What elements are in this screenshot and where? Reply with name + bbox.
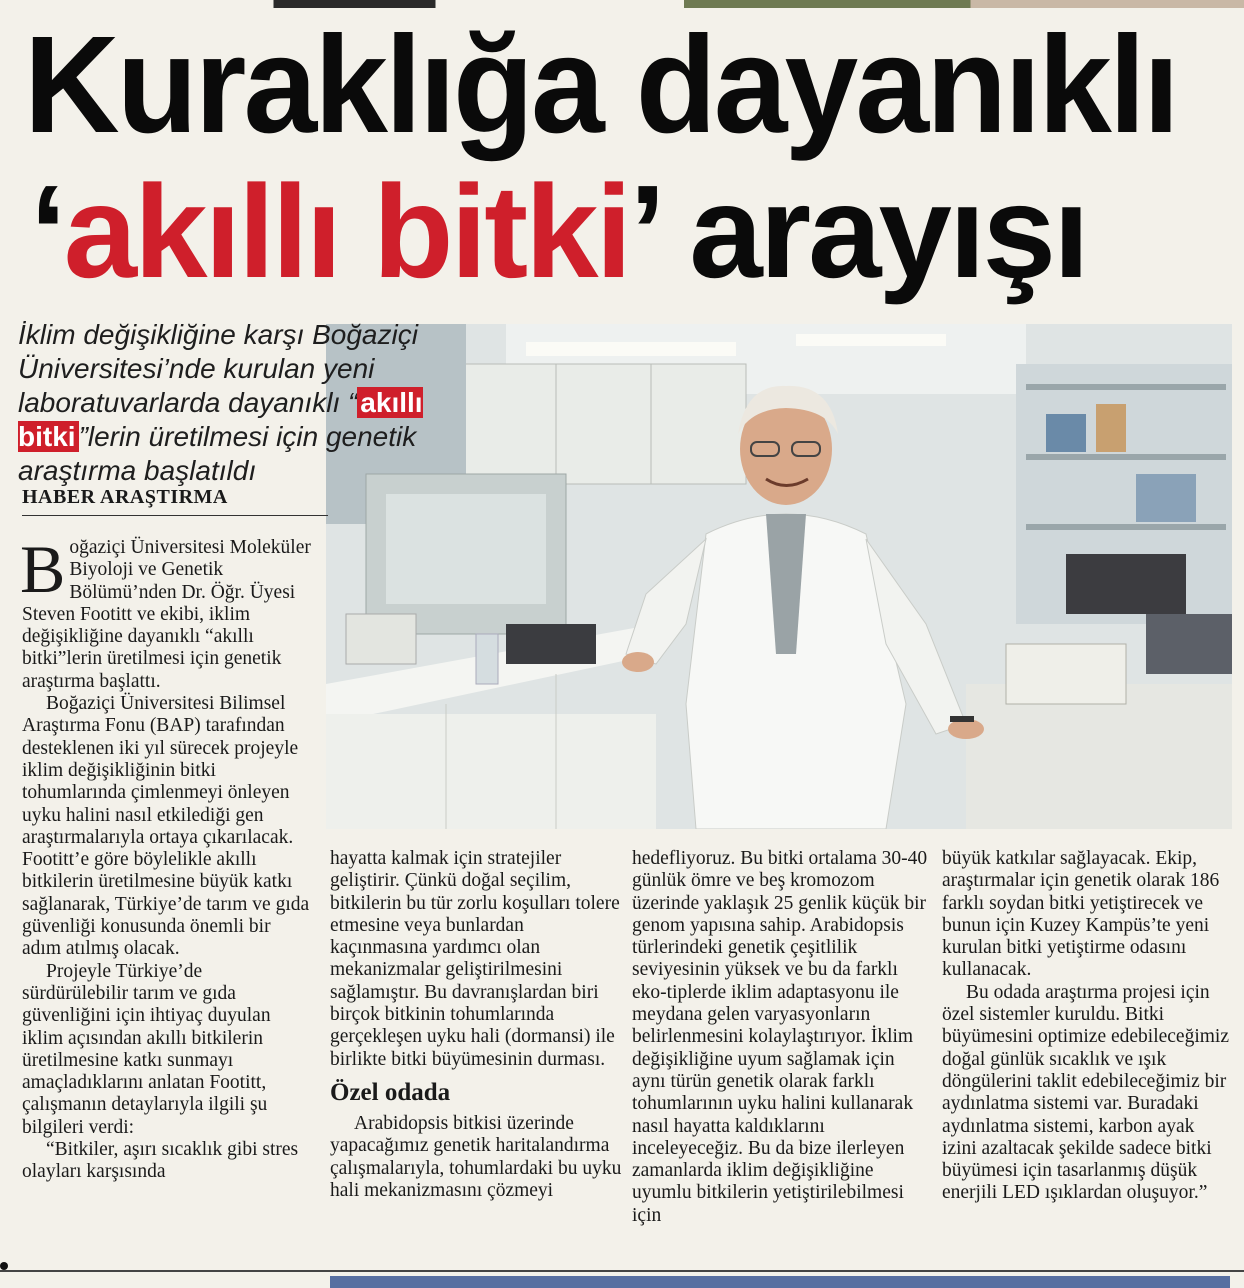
paragraph: “Bitkiler, aşırı sıcaklık gibi stres olayları karşısında (22, 1139, 299, 1183)
byline-divider (22, 515, 328, 516)
subheading: Özel odada (330, 1078, 451, 1106)
headline (24, 10, 1234, 160)
headline-tail: ’ arayışı (629, 158, 1087, 305)
paragraph: Bu odada araştırma projesi için özel sistemler kuruldu. Bitki büyümesini optimize edebileceğimiz doğal günlük sıcaklık ve ışık döngülerini taklit edebileceğimiz bir aydınlatma sistemi var. Buradaki aydınlatma sistemi, karbon ayak izini azaltacak şekilde sadece bitki büyümesi için tasarlanmış düşük enerjili LED ışıklardan oluşuyor.” (942, 981, 1229, 1204)
paragraph: hedefliyoruz. Bu bitki ortalama 30-40 günlük ömre ve beş kromozom üzerinde yaklaşık 25 genlik küçük bir genom yapısına sahip. Arabidopsis türlerindeki genetik çeşitlilik seviyesinin yüksek ve bu da farklı eko-tiplerde iklim adaptasyonu ile meydana gelen varyasyonların belirlenmesini kolaylaştırıyor. İklim değişikliğine uyum sağlamak için aynı türün genetik olarak farklı tohumlarının uyku halini kullanarak nasıl hayatta kaldıklarını inceleyeceğiz. Bu da bize ilerleyen zamanlarda iklim değişikliğine uyumlu bitkilerin yetiştirilebilmesi için (632, 848, 928, 1226)
drop-cap: B (20, 531, 66, 607)
paragraph: Arabidopsis bitkisi üzerinde yapacağımız genetik haritalandırma çalışmalarıyla, tohumlardaki bu uyku hali mekanizmasını çözmeyi (330, 1112, 622, 1201)
article-column-1 (20, 531, 312, 1184)
article-column-3 (632, 848, 930, 1227)
article-column-4 (942, 848, 1232, 1205)
lede-highlight: akıllı bitki (18, 387, 423, 452)
paragraph: hayatta kalmak için stratejiler geliştirir. Çünkü doğal seçilim, bitkilerin bu tür zorlu koşulları tolere etmesine veya bunlardan kaçınmasına yardımcı olan mekanizmalar geliştirilmesini sağlamıştır. Bu davranışlardan biri birçok bitkinin tohumlarında gerçekleşen uyku hali (dormansi) ile birlikte bitki büyümesinin durması. (330, 848, 620, 1070)
paragraph: büyük katkılar sağlayacak. Ekip, araştırmalar için genetik olarak 186 farklı soydan bitki yetiştirecek ve bunun için Kuzey Kampüs’te yeni kurulan bitki yetiştirme odasını kullanacak. (942, 848, 1220, 981)
lede (18, 318, 488, 488)
headline-line-1: Kuraklığa dayanıklı (24, 8, 1177, 162)
headline-open-quote: ‘ (30, 158, 64, 305)
page-edge-mark (0, 1262, 8, 1270)
headline-line-2 (30, 158, 1087, 305)
lede-text-end: ”lerin üretilmesi için genetik araştırma başlatıldı (18, 421, 417, 486)
bottom-divider (0, 1270, 1244, 1272)
headline-highlight: akıllı bitki (63, 158, 630, 305)
paragraph: Projeyle Türkiye’de sürdürülebilir tarım ve gıda güvenliğini için ihtiyaç duyulan iklim açısından akıllı bitkilerin üretilmesine katkı sunmayı amaçladıklarını anlatan Footitt, çalışmanın detaylarıyla ilgili şu bilgileri verdi: (22, 960, 271, 1138)
byline: HABER ARAŞTIRMA (22, 486, 228, 508)
lede-text-start: İklim değişikliğine karşı Boğaziçi Üniversitesi’nde kurulan yeni laboratuvarlarda dayanıklı “ (18, 319, 418, 418)
article-column-2 (330, 848, 622, 1202)
bottom-color-strip (330, 1276, 1230, 1288)
top-image-strip (0, 0, 1244, 8)
paragraph-intro: Boğaziçi Üniversitesi Moleküler Biyoloji ve Genetik Bölümü’nden Dr. Öğr. Üyesi Steven Footitt ve ekibi, iklim değişikliğine dayanıklı “akıllı bitki”lerin üretilmesi için genetik araştırma başlattı. (20, 531, 311, 692)
paragraph: Boğaziçi Üniversitesi Bilimsel Araştırma Fonu (BAP) tarafından desteklenen iki yıl sürecek projeyle iklim değişikliğinin bitki tohumlarında çimlenmeyi önleyen uyku halini nasıl etkilediği gen araştırmalarıyla ortaya çıkarılacak. Footitt’e göre böylelikle akıllı bitkilerin üretilmesine büyük katkı sağlanarak, Türkiye’de tarım ve gıda güvenliği konusunda önemli bir adım atılmış olacak. (22, 693, 310, 960)
